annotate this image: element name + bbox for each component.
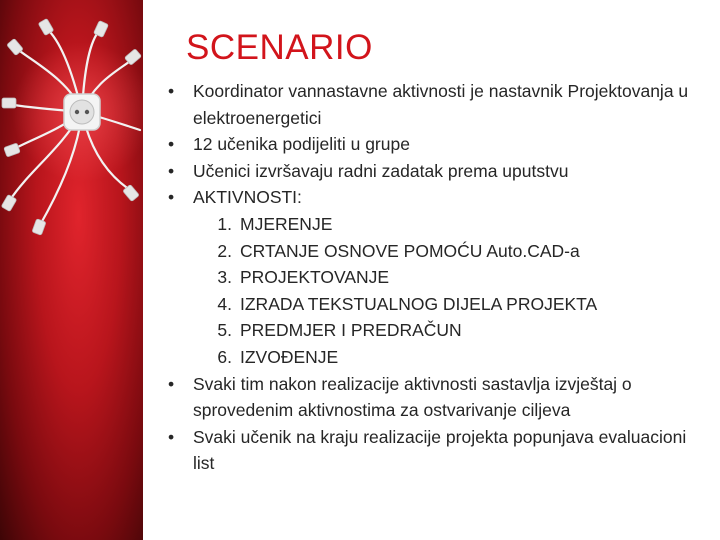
- activity-number: 4.: [217, 293, 232, 314]
- bullet-text: Svaki tim nakon realizacije aktivnosti sastavlja izvještaj o sprovedenim aktivnostima za ostvarivanje ciljeva: [193, 373, 632, 421]
- bullet-item: [168, 158, 708, 185]
- bullet-text: Koordinator vannastavne aktivnosti je nastavnik Projektovanja u elektroenergetici: [193, 81, 689, 128]
- activity-text: PREDMJER I PREDRAČUN: [240, 320, 462, 341]
- activities-list: [168, 211, 708, 371]
- bullet-marker: •: [168, 426, 175, 447]
- power-socket-with-plugs-icon: [0, 0, 143, 540]
- decorative-side-panel: [0, 0, 143, 540]
- activity-number: 2.: [217, 240, 232, 261]
- activity-number: 3.: [217, 267, 232, 288]
- bullet-text: Učenici izvršavaju radni zadatak prema uputstvu: [193, 160, 569, 181]
- activity-item: [168, 291, 708, 318]
- activity-item: [168, 344, 708, 371]
- bullet-item: [168, 78, 708, 131]
- activity-item: [168, 264, 708, 291]
- activity-text: CRTANJE OSNOVE POMOĆU Auto.CAD-a: [240, 240, 580, 261]
- activity-number: 5.: [217, 320, 232, 341]
- bullet-item: [168, 131, 708, 158]
- activity-item: [168, 238, 708, 265]
- activity-text: MJERENJE: [240, 213, 333, 234]
- bullet-text: 12 učenika podijeliti u grupe: [193, 134, 410, 155]
- slide-content: [168, 78, 708, 477]
- activity-item: [168, 317, 708, 344]
- slide-title: SCENARIO: [186, 28, 373, 67]
- activity-number: 1.: [217, 213, 232, 234]
- bullet-marker: •: [168, 134, 175, 155]
- activity-text: IZRADA TEKSTUALNOG DIJELA PROJEKTA: [240, 293, 598, 314]
- bullet-marker: •: [168, 187, 175, 208]
- bullet-marker: •: [168, 160, 175, 181]
- bullet-marker: •: [168, 81, 175, 101]
- bullet-item: [168, 371, 708, 424]
- activity-text: IZVOĐENJE: [240, 346, 339, 367]
- bullet-text: AKTIVNOSTI:: [193, 187, 302, 208]
- bullet-marker: •: [168, 373, 175, 394]
- bullet-item: [168, 184, 708, 211]
- bullet-text: Svaki učenik na kraju realizacije projekta popunjava evaluacioni list: [193, 426, 687, 474]
- activity-item: [168, 211, 708, 238]
- bullet-item: [168, 424, 708, 477]
- activity-text: PROJEKTOVANJE: [240, 267, 390, 288]
- activity-number: 6.: [217, 346, 232, 367]
